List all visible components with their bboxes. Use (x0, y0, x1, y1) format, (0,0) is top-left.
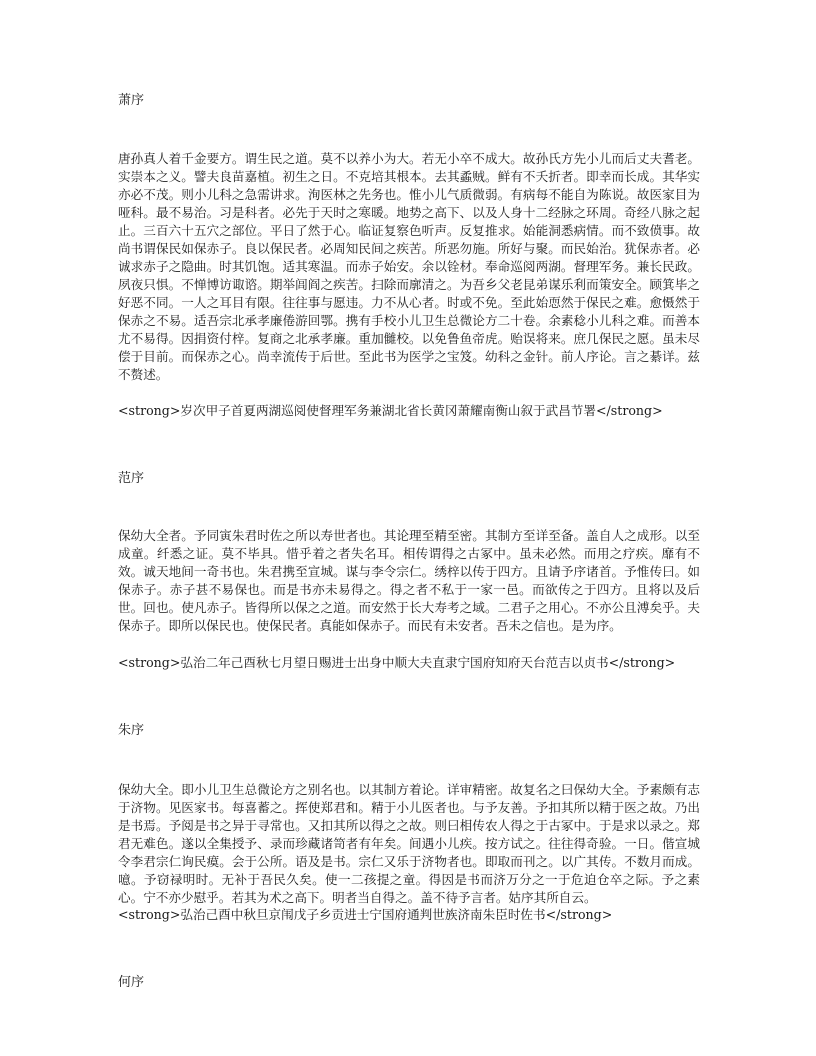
section-heading-he: 何序 (118, 975, 145, 990)
preface-body-zhu: 保幼大全。即小儿卫生总微论方之别名也。以其制方着论。详审精密。故复名之曰保幼大全。予素颇有志于济物。见医家书。每喜蓄之。挥使郑君和。精于小儿医者也。与予友善。予扣其所以精于医之故。乃出是书焉。予阅是书之异于寻常也。又扣其所以得之之故。则曰相传农人得之于古冢中。于是求以录之。郑君无难色。遂以全集授予、录而珍藏诸笥者有年矣。间遇小儿疾。按方试之。往往得奇验。一日。偕宣城令李君宗仁询民瘼。会于公所。语及是书。宗仁又乐于济物者也。即取而刊之。以广其传。不数月而成。噫。予窃禄明时。无补于吾民久矣。使一二孩提之童。得因是书而济万分之一于危迫仓卒之际。予之素心。宁不亦少慰乎。若其为术之高下。明者当自得之。盖不待予言者。姑序其所自云。 (118, 782, 700, 905)
preface-body-fan: 保幼大全者。予同寅朱君时佐之所以寿世者也。其论理至精至密。其制方至详至备。盖自人之成形。以至成童。纤悉之证。莫不毕具。惜乎着之者失名耳。相传谓得之古冢中。虽未必然。而用之疗疾。靡有不效。诚天地间一奇书也。朱君携至宣城。谋与李令宗仁。绣梓以传于四方。且请予序诸首。予惟传曰。如保赤子。赤子甚不易保也。而是书亦未易得之。得之者不私于一家一邑。而欲传之于四方。且将以及后世。回也。使凡赤子。皆得所以保之之道。而安然于长大寿考之域。二君子之用心。不亦公且溥矣乎。夫保赤子。即所以保民也。使保民者。真能如保赤子。而民有未安者。吾未之信也。是为序。 (118, 528, 700, 633)
section-heading-xiao: 萧序 (118, 93, 145, 108)
preface-body-xiao: 唐孙真人着千金要方。谓生民之道。莫不以养小为大。若无小卒不成大。故孙氏方先小儿而后丈夫耆老。实崇本之义。譬夫良苗嘉植。初生之日。不克培其根本。去其蟊贼。鲜有不夭折者。即幸而长成。其华实亦必不茂。则小儿科之急需讲求。洵医林之先务也。惟小儿气质微弱。有病每不能自为陈说。故医家目为哑科。最不易治。习是科者。必先于天时之寒暖。地势之高下、以及人身十二经脉之环周。奇经八脉之起止。三百六十五穴之部位。平日了然于心。临证复察色听声。反复推求。始能洞悉病情。而不致偾事。故尚书谓保民如保赤子。良以保民者。必周知民间之疾苦。所恶勿施。所好与聚。而民始治。犹保赤者。必诚求赤子之隐曲。时其饥饱。适其寒温。而赤子始安。余以铨材。奉命巡阅两湖。督理军务。兼长民政。夙夜只惧。不惮博访诹谘。期举闾阎之疾苦。扫除而廓清之。为吾乡父老昆弟谋乐利而策安全。顾箕毕之好恶不同。一人之耳目有限。往往事与愿违。力不从心者。时或不免。至此始恧然于保民之难。愈慑然于保赤之不易。适吾宗北承孝廉倦游回鄂。携有手校小儿卫生总微论方二十卷。余素稔小儿科之难。而善本尤不易得。因捐资付梓。复商之北承孝廉。重加雠校。以免鲁鱼帝虎。贻误将来。庶几保民之愿。虽未尽偿于目前。而保赤之心。尚幸流传于后世。至此书为医学之宝笈。幼科之金针。前人序论。言之綦详。兹不赘述。 (118, 151, 700, 382)
section-heading-fan: 范序 (118, 471, 145, 486)
preface-signature-fan: <strong>弘治二年己酉秋七月望日赐进士出身中顺大夫直隶宁国府知府天台范吉以贞书</strong> (118, 655, 676, 670)
preface-signature-zhu: <strong>弘治己酉中秋旦京闱戊子乡贡进士宁国府通判世族济南朱臣时佐书</strong> (118, 907, 613, 922)
preface-signature-xiao: <strong>岁次甲子首夏两湖巡阅使督理军务兼湖北省长黄冈萧耀南衡山叙于武昌节署</strong> (118, 403, 663, 418)
section-heading-zhu: 朱序 (118, 723, 145, 738)
